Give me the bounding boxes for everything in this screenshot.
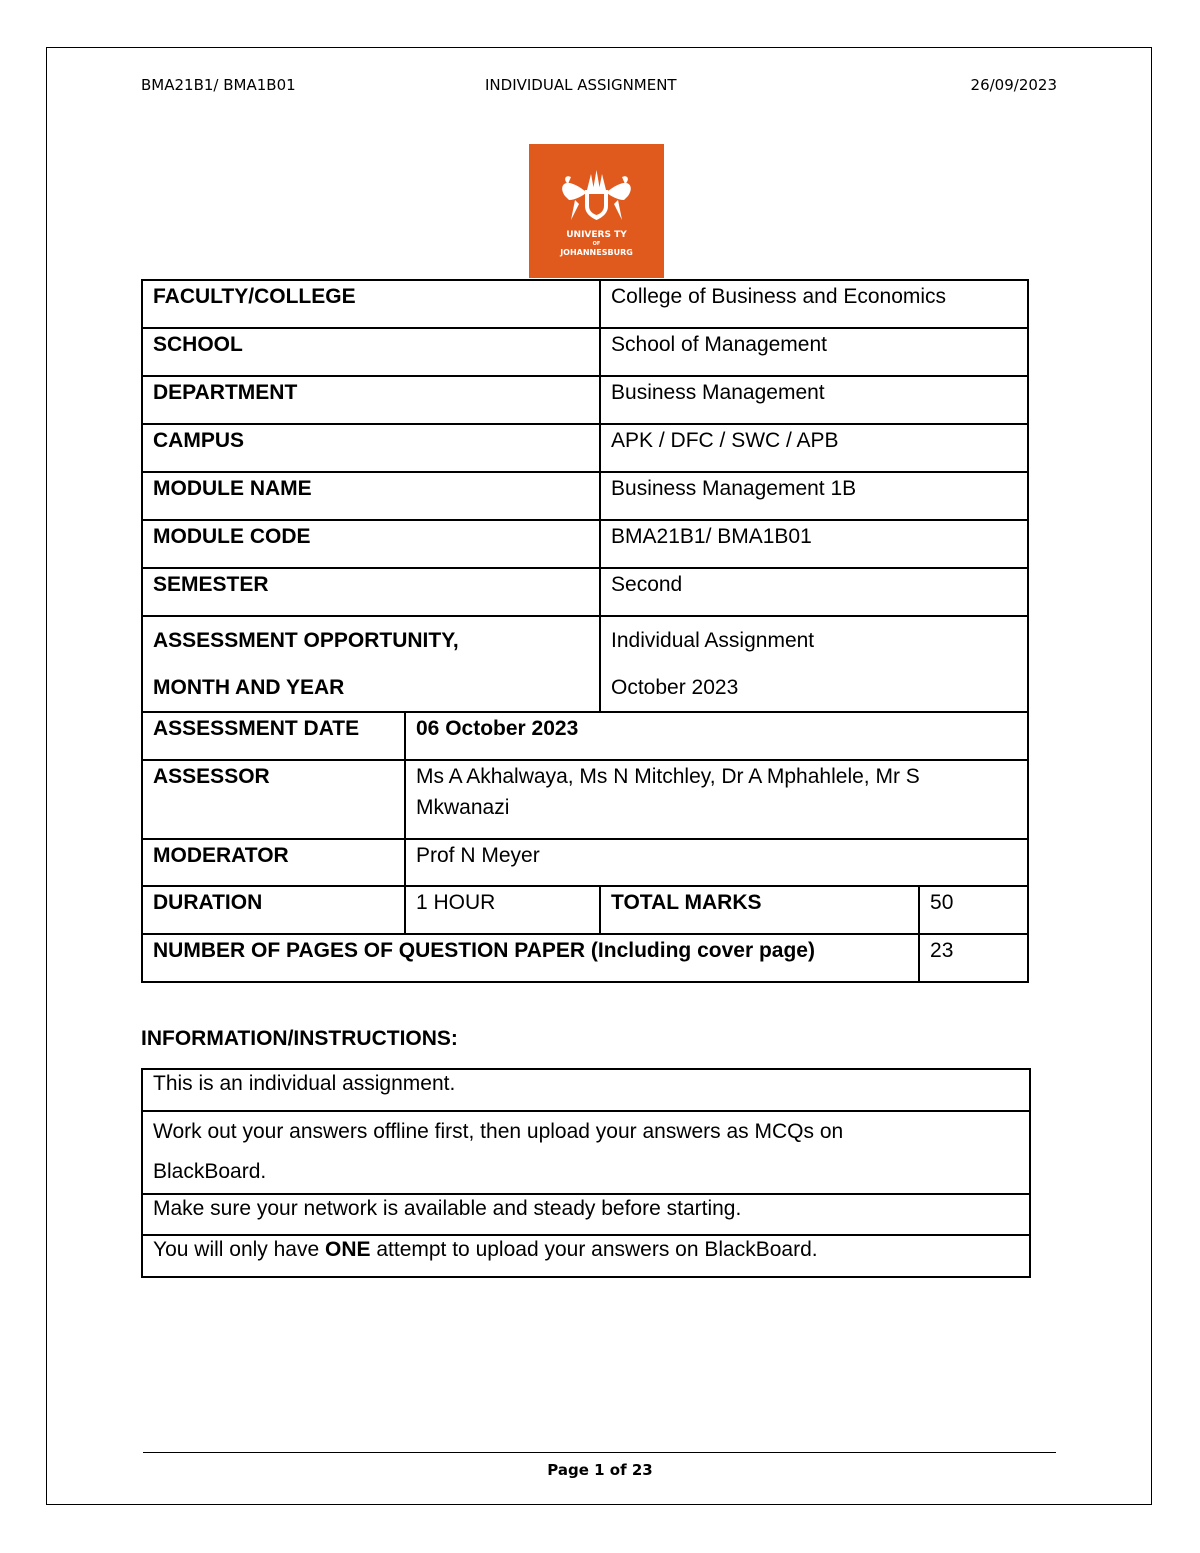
instruction-item-1: This is an individual assignment.: [142, 1069, 1030, 1111]
cover-info-table: [141, 279, 1029, 983]
table-row: [142, 472, 1028, 520]
table-row: [142, 760, 1028, 839]
module-name-label: MODULE NAME: [142, 472, 600, 520]
page-header: [141, 76, 1057, 98]
duration-label: DURATION: [142, 886, 405, 934]
instructions-title: INFORMATION/INSTRUCTIONS:: [141, 1027, 458, 1050]
moderator-label: MODERATOR: [142, 839, 405, 886]
university-logo: [529, 144, 664, 278]
table-row: [142, 712, 1028, 760]
page-number: Page 1 of 23: [547, 1461, 653, 1479]
pages-value: 23: [919, 934, 1028, 982]
semester-label: SEMESTER: [142, 568, 600, 616]
total-marks-label: TOTAL MARKS: [600, 886, 919, 934]
opportunity-value-line2: October 2023: [611, 676, 739, 699]
assessment-date-value: 06 October 2023: [405, 712, 1028, 760]
instructions-table: [141, 1068, 1031, 1278]
instruction-item-3: Make sure your network is available and steady before starting.: [142, 1194, 1030, 1235]
table-row: [142, 1194, 1030, 1235]
crest-icon: [529, 144, 664, 228]
header-module-code: BMA21B1/ BMA1B01: [141, 76, 296, 94]
opportunity-label-line1: ASSESSMENT OPPORTUNITY,: [153, 629, 459, 652]
opportunity-label-line2: MONTH AND YEAR: [153, 676, 345, 699]
table-row: [142, 886, 1028, 934]
logo-text-johannesburg: JOHANNESBURG: [560, 248, 633, 257]
assessor-label: ASSESSOR: [142, 760, 405, 839]
opportunity-value: [600, 616, 1028, 712]
table-row: [142, 1069, 1030, 1111]
instruction-item-4: [142, 1235, 1030, 1277]
header-doc-type: INDIVIDUAL ASSIGNMENT: [485, 76, 677, 94]
school-label: SCHOOL: [142, 328, 600, 376]
moderator-value: Prof N Meyer: [405, 839, 1028, 886]
table-row: [142, 424, 1028, 472]
table-row: [142, 280, 1028, 328]
module-code-label: MODULE CODE: [142, 520, 600, 568]
instruction-item-4-bold: ONE: [325, 1238, 371, 1261]
faculty-value: College of Business and Economics: [600, 280, 1028, 328]
table-row: [142, 1235, 1030, 1277]
instruction-item-2: [142, 1111, 1030, 1194]
total-marks-value: 50: [919, 886, 1028, 934]
pages-label: NUMBER OF PAGES OF QUESTION PAPER (Including cover page): [142, 934, 919, 982]
assessor-value: Ms A Akhalwaya, Ms N Mitchley, Dr A Mphahlele, Mr S Mkwanazi: [405, 760, 1028, 839]
school-value: School of Management: [600, 328, 1028, 376]
footer-divider: [143, 1452, 1056, 1453]
table-row: [142, 376, 1028, 424]
campus-value: APK / DFC / SWC / APB: [600, 424, 1028, 472]
table-row: [142, 616, 1028, 712]
module-code-value: BMA21B1/ BMA1B01: [600, 520, 1028, 568]
opportunity-label: [142, 616, 600, 712]
module-name-value: Business Management 1B: [600, 472, 1028, 520]
department-value: Business Management: [600, 376, 1028, 424]
assessment-date-label: ASSESSMENT DATE: [142, 712, 405, 760]
instruction-item-2-line2: BlackBoard.: [153, 1160, 267, 1183]
faculty-label: FACULTY/COLLEGE: [142, 280, 600, 328]
instruction-item-4-after: attempt to upload your answers on BlackBoard.: [370, 1238, 818, 1261]
logo-text-university: UNIVERS TY: [566, 230, 627, 240]
logo-text-of: OF: [592, 241, 601, 247]
opportunity-value-line1: Individual Assignment: [611, 629, 815, 652]
instruction-item-4-before: You will only have: [153, 1238, 325, 1261]
table-row: [142, 568, 1028, 616]
table-row: [142, 520, 1028, 568]
campus-label: CAMPUS: [142, 424, 600, 472]
instruction-item-2-line1: Work out your answers offline first, then upload your answers as MCQs on: [153, 1120, 844, 1143]
table-row: [142, 839, 1028, 886]
duration-value: 1 HOUR: [405, 886, 600, 934]
department-label: DEPARTMENT: [142, 376, 600, 424]
table-row: [142, 934, 1028, 982]
header-date: 26/09/2023: [970, 76, 1057, 94]
semester-value: Second: [600, 568, 1028, 616]
table-row: [142, 328, 1028, 376]
table-row: [142, 1111, 1030, 1194]
